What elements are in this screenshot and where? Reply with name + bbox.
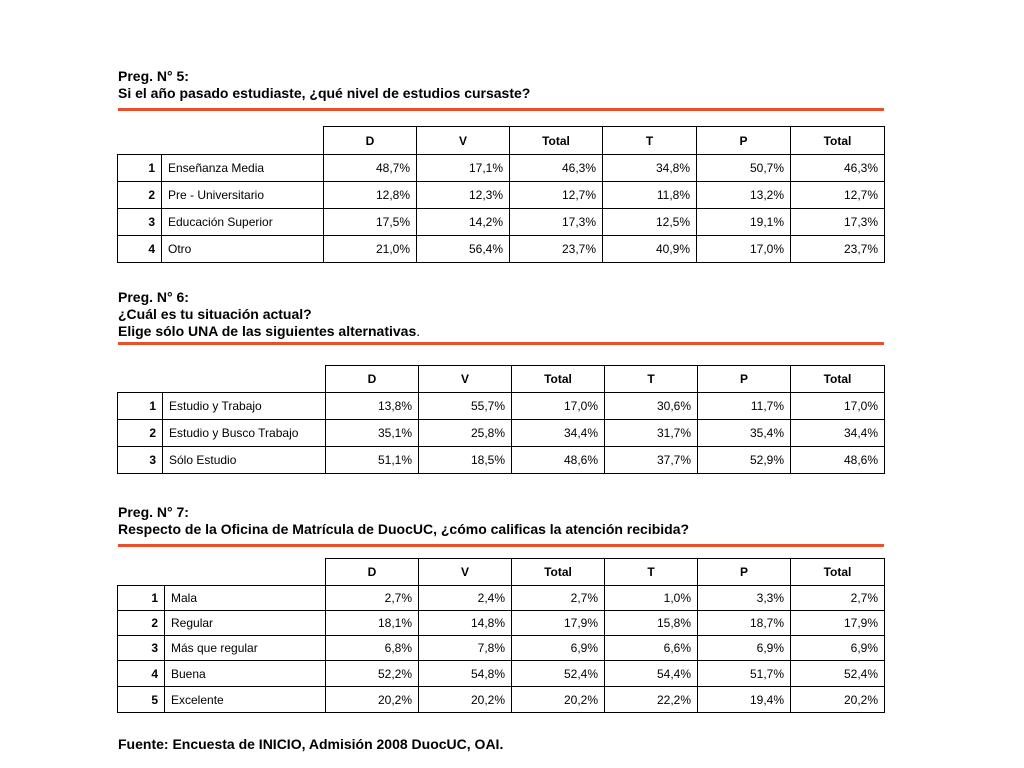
table-row xyxy=(118,636,885,661)
value-cell: 35,4% xyxy=(698,420,791,447)
row-number: 4 xyxy=(118,661,165,687)
table-row xyxy=(118,661,885,687)
question-7-text: Respecto de la Oficina de Matrícula de DuocUC, ¿cómo calificas la atención recibida? xyxy=(118,521,690,537)
question-6-text-line-1: ¿Cuál es tu situación actual? xyxy=(118,306,312,322)
value-cell: 40,9% xyxy=(603,236,697,263)
value-cell: 20,2% xyxy=(419,687,512,713)
value-cell: 54,4% xyxy=(605,661,698,687)
value-cell: 51,7% xyxy=(698,661,791,687)
value-cell: 6,6% xyxy=(605,636,698,661)
column-header: V xyxy=(419,366,512,393)
value-cell: 17,1% xyxy=(417,155,510,182)
value-cell: 55,7% xyxy=(419,393,512,420)
table-row xyxy=(118,447,885,474)
value-cell: 52,2% xyxy=(326,661,419,687)
header-blank-cell xyxy=(118,366,326,393)
value-cell: 52,4% xyxy=(512,661,605,687)
row-number: 2 xyxy=(118,420,163,447)
value-cell: 20,2% xyxy=(326,687,419,713)
row-number: 4 xyxy=(118,236,162,263)
value-cell: 12,7% xyxy=(791,182,885,209)
column-header: Total xyxy=(791,366,885,393)
question-5-divider xyxy=(118,108,884,111)
value-cell: 37,7% xyxy=(605,447,698,474)
value-cell: 31,7% xyxy=(605,420,698,447)
value-cell: 6,9% xyxy=(791,636,885,661)
column-header: D xyxy=(324,127,417,155)
table-header-row xyxy=(118,366,885,393)
value-cell: 1,0% xyxy=(605,586,698,611)
header-blank-cell xyxy=(118,127,324,155)
value-cell: 17,5% xyxy=(324,209,417,236)
row-label: Estudio y Busco Trabajo xyxy=(163,420,326,447)
value-cell: 17,0% xyxy=(791,393,885,420)
question-5-text: Si el año pasado estudiaste, ¿qué nivel de estudios cursaste? xyxy=(118,85,531,101)
column-header: D xyxy=(326,366,419,393)
table-header-row xyxy=(118,127,885,155)
value-cell: 48,6% xyxy=(512,447,605,474)
value-cell: 15,8% xyxy=(605,611,698,636)
value-cell: 18,7% xyxy=(698,611,791,636)
row-number: 3 xyxy=(118,636,165,661)
column-header: Total xyxy=(512,559,605,586)
value-cell: 19,1% xyxy=(697,209,791,236)
column-header: D xyxy=(326,559,419,586)
column-header: P xyxy=(697,127,791,155)
question-6-label: Preg. N° 6: xyxy=(118,289,189,305)
value-cell: 17,9% xyxy=(791,611,885,636)
value-cell: 6,9% xyxy=(698,636,791,661)
value-cell: 17,0% xyxy=(697,236,791,263)
table-row xyxy=(118,586,885,611)
value-cell: 12,5% xyxy=(603,209,697,236)
row-label: Otro xyxy=(162,236,324,263)
value-cell: 52,9% xyxy=(698,447,791,474)
value-cell: 7,8% xyxy=(419,636,512,661)
value-cell: 6,9% xyxy=(512,636,605,661)
value-cell: 18,1% xyxy=(326,611,419,636)
column-header: P xyxy=(698,366,791,393)
value-cell: 23,7% xyxy=(510,236,603,263)
row-label: Más que regular xyxy=(165,636,326,661)
value-cell: 23,7% xyxy=(791,236,885,263)
row-number: 5 xyxy=(118,687,165,713)
row-label: Regular xyxy=(165,611,326,636)
question-5-label: Preg. N° 5: xyxy=(118,68,189,84)
column-header: Total xyxy=(791,127,885,155)
value-cell: 34,4% xyxy=(512,420,605,447)
value-cell: 13,8% xyxy=(326,393,419,420)
value-cell: 19,4% xyxy=(698,687,791,713)
column-header: T xyxy=(605,366,698,393)
row-number: 1 xyxy=(118,155,162,182)
row-number: 2 xyxy=(118,182,162,209)
column-header: Total xyxy=(791,559,885,586)
row-number: 3 xyxy=(118,209,162,236)
column-header: Total xyxy=(512,366,605,393)
question-7-heading xyxy=(118,504,884,538)
table-row xyxy=(118,209,885,236)
row-label: Excelente xyxy=(165,687,326,713)
value-cell: 11,8% xyxy=(603,182,697,209)
value-cell: 52,4% xyxy=(791,661,885,687)
row-number: 1 xyxy=(118,393,163,420)
row-label: Mala xyxy=(165,586,326,611)
value-cell: 17,3% xyxy=(791,209,885,236)
row-label: Pre - Universitario xyxy=(162,182,324,209)
value-cell: 48,7% xyxy=(324,155,417,182)
value-cell: 46,3% xyxy=(791,155,885,182)
question-7-divider xyxy=(118,544,884,547)
value-cell: 2,7% xyxy=(791,586,885,611)
value-cell: 17,9% xyxy=(512,611,605,636)
row-label: Enseñanza Media xyxy=(162,155,324,182)
question-5-table xyxy=(117,126,885,263)
question-6-table xyxy=(117,365,885,474)
value-cell: 12,8% xyxy=(324,182,417,209)
question-7-label: Preg. N° 7: xyxy=(118,504,189,520)
row-label: Estudio y Trabajo xyxy=(163,393,326,420)
row-number: 1 xyxy=(118,586,165,611)
row-label: Sólo Estudio xyxy=(163,447,326,474)
value-cell: 14,2% xyxy=(417,209,510,236)
value-cell: 2,4% xyxy=(419,586,512,611)
value-cell: 34,8% xyxy=(603,155,697,182)
question-6-divider xyxy=(118,342,884,345)
value-cell: 13,2% xyxy=(697,182,791,209)
value-cell: 20,2% xyxy=(512,687,605,713)
value-cell: 56,4% xyxy=(417,236,510,263)
table-row xyxy=(118,420,885,447)
value-cell: 34,4% xyxy=(791,420,885,447)
table-header-row xyxy=(118,559,885,586)
column-header: Total xyxy=(510,127,603,155)
header-blank-cell xyxy=(118,559,326,586)
question-5-heading xyxy=(118,68,884,102)
row-number: 3 xyxy=(118,447,163,474)
value-cell: 22,2% xyxy=(605,687,698,713)
value-cell: 35,1% xyxy=(326,420,419,447)
table-row xyxy=(118,182,885,209)
value-cell: 21,0% xyxy=(324,236,417,263)
value-cell: 18,5% xyxy=(419,447,512,474)
value-cell: 2,7% xyxy=(326,586,419,611)
value-cell: 50,7% xyxy=(697,155,791,182)
question-6-heading xyxy=(118,289,884,340)
column-header: T xyxy=(605,559,698,586)
row-label: Buena xyxy=(165,661,326,687)
value-cell: 48,6% xyxy=(791,447,885,474)
column-header: P xyxy=(698,559,791,586)
value-cell: 11,7% xyxy=(698,393,791,420)
column-header: V xyxy=(417,127,510,155)
value-cell: 51,1% xyxy=(326,447,419,474)
row-number: 2 xyxy=(118,611,165,636)
table-row xyxy=(118,236,885,263)
value-cell: 6,8% xyxy=(326,636,419,661)
value-cell: 54,8% xyxy=(419,661,512,687)
column-header: V xyxy=(419,559,512,586)
table-row xyxy=(118,687,885,713)
value-cell: 46,3% xyxy=(510,155,603,182)
value-cell: 3,3% xyxy=(698,586,791,611)
value-cell: 20,2% xyxy=(791,687,885,713)
row-label: Educación Superior xyxy=(162,209,324,236)
value-cell: 14,8% xyxy=(419,611,512,636)
question-7-table xyxy=(117,558,885,713)
table-row xyxy=(118,155,885,182)
table-row xyxy=(118,393,885,420)
question-6-text-line-2: Elige sólo UNA de las siguientes alternativas. xyxy=(118,323,421,339)
table-row xyxy=(118,611,885,636)
value-cell: 17,3% xyxy=(510,209,603,236)
value-cell: 25,8% xyxy=(419,420,512,447)
column-header: T xyxy=(603,127,697,155)
value-cell: 17,0% xyxy=(512,393,605,420)
value-cell: 2,7% xyxy=(512,586,605,611)
source-footer: Fuente: Encuesta de INICIO, Admisión 2008 DuocUC, OAI. xyxy=(118,736,504,752)
value-cell: 30,6% xyxy=(605,393,698,420)
value-cell: 12,3% xyxy=(417,182,510,209)
value-cell: 12,7% xyxy=(510,182,603,209)
